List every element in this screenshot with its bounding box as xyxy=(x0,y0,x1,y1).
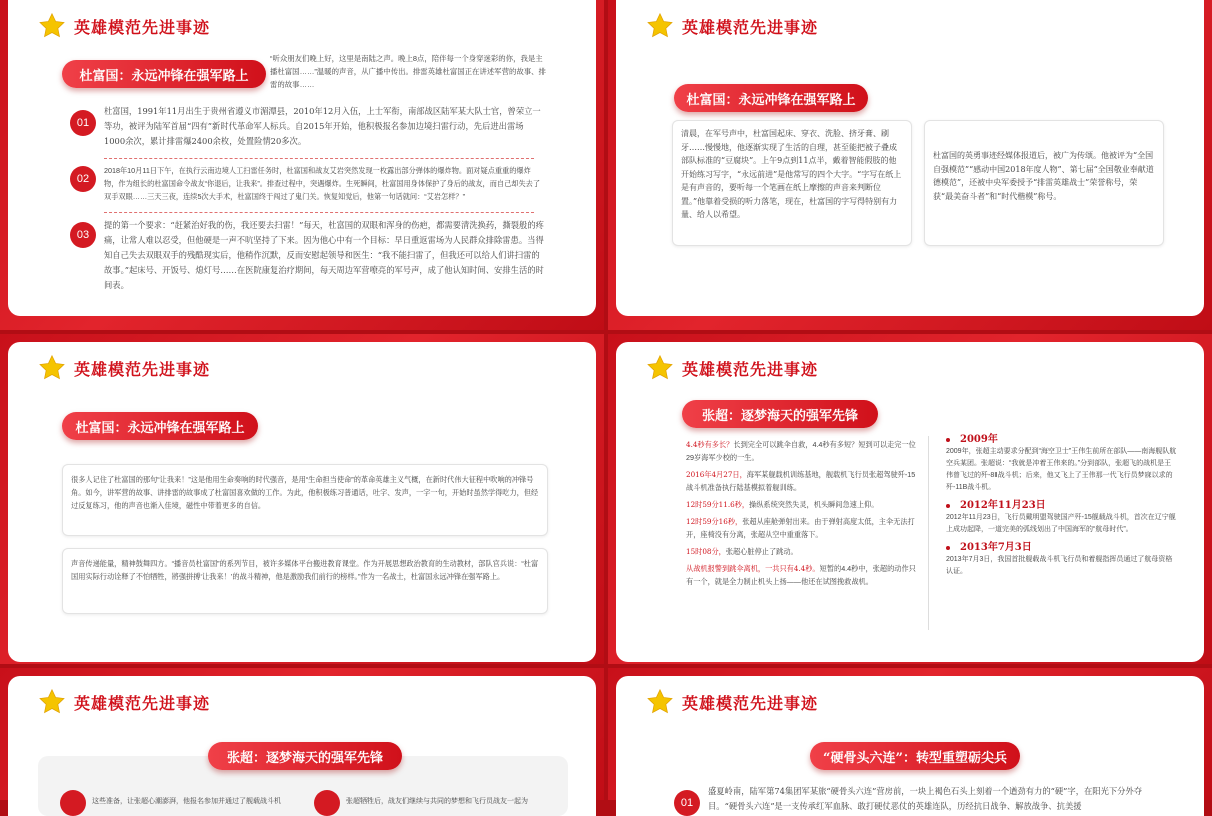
header-title: 英雄模范先进事迹 xyxy=(74,693,211,713)
timeline-entry xyxy=(946,542,1178,578)
item-text: 张超牺牲后，战友们继续与共同的梦想和飞行员战友一起为 xyxy=(346,798,528,805)
header-title: 英雄模范先进事迹 xyxy=(74,17,211,37)
story-highlight: 4.4秒有多长？ xyxy=(686,440,734,449)
slide-header xyxy=(38,12,210,40)
item-bullet xyxy=(314,790,340,816)
header-title: 英雄模范先进事迹 xyxy=(74,359,211,379)
story-entry xyxy=(686,468,918,494)
item-number: 01 xyxy=(70,110,96,136)
text-box xyxy=(62,548,548,614)
header-title: 英雄模范先进事迹 xyxy=(682,693,819,713)
slide-4[interactable] xyxy=(608,334,1212,664)
slide-card xyxy=(616,342,1204,662)
header-title: 英雄模范先进事迹 xyxy=(682,359,819,379)
star-icon xyxy=(38,12,66,40)
story-list xyxy=(686,438,918,588)
item-text: 杜富国，1991年11月出生于贵州省遵义市湄潭县，2010年12月入伍，上士军衔，南部战区陆军某大队士官，曾荣立一等功，被评为陆军首届“四有”新时代革命军人标兵。自2015年开始，他积极报名参加边境扫雷行动，先后进出雷场1000余次，累计排雷爆2400余枚，处置险情20多次。 xyxy=(104,106,541,146)
item-text: 提的第一个要求：“赶紧治好我的伤，我还要去扫雷！”每天，杜富国的双眼和浑身的伤疤，都需要清洗换药，撕裂般的疼痛，让常人难以忍受，但他硬是一声不吭坚持了下来。因为他心中有一个目标：早日重返雷场为人民群众排除雷患。当得知自己失去双眼双手的残酷现实后，他稍作沉默，反而安慰起领导和医生：“我不能扫雷了，但我还可以给人们讲扫雷的故事。”起床号、开饭号、熄灯号……在医院康复治疗期间，每天周边军营嘹亮的军号声，成了他认知时间、安排生活的时间表。 xyxy=(104,220,544,290)
box-text: 声音传递能量，精神鼓舞四方。“播音员杜富国”的系列节目，被许多媒体平台搬进教育课堂。作为开展思想政治教育的生动教材，部队官兵说：“杜富国用实际行动诠释了不怕牺牲，將强拼搏‘让我来！’的战斗精神，他是激励我们前行的榜样。”作为一名战士，杜富国永远冲锋在强军路上。 xyxy=(71,559,539,581)
story-entry xyxy=(686,562,918,588)
box-text: 杜富国的英勇事迹经媒体报道后，被广为传颂。他被评为“全国自强模范”“感动中国2018年度人物”、第七届“全国敬业奉献道德模范”，还被中央军委授予“排雷英雄战士”荣誉称号，荣获“最美奋斗者”和“时代楷模”称号。 xyxy=(933,151,1154,201)
slide-header xyxy=(38,688,210,716)
slide-header xyxy=(646,12,818,40)
box-text: 清晨，在军号声中，杜富国起床、穿衣、洗脸、挤牙膏、刷牙……慢慢地，他逐渐实现了生活的自理，甚至能把被子叠成部队标准的“豆腐块”。上午9点到11点半，戴着智能假肢的他开始练习写字，“永远前进”是他常写的四个大字。“字写在纸上是有声音的，要听每一个笔画在纸上摩擦的声音来判断位置。”他靠着受损的听力落笔，现在，杜富国的字写得特别有力量、给人以希望。 xyxy=(681,129,902,219)
story-text: 张超从座舱弹射出来。由于弹射高度太低，主伞无法打开，座椅没有分离，张超从空中重重落下。 xyxy=(686,517,915,539)
story-entry xyxy=(686,498,918,511)
slide-card xyxy=(8,676,596,816)
timeline-entry xyxy=(946,500,1178,536)
text-box xyxy=(672,120,912,246)
slide-header xyxy=(646,354,818,382)
slide-6[interactable] xyxy=(608,668,1212,811)
slide-3[interactable] xyxy=(0,334,604,664)
section-pill: 杜富国：永远冲锋在强军路上 xyxy=(62,412,258,440)
story-highlight: 15时08分， xyxy=(686,547,726,556)
timeline-dot xyxy=(946,546,950,550)
slide-5[interactable] xyxy=(0,668,604,805)
box-text: 很多人记住了杜富国的那句“让我来！”这是他用生命奏响的时代强音，是用“生命担当使命”的革命英雄主义气概，在新时代伟大征程中吹响的冲锋号角。如今，讲军营的故事、讲排雷的故事成了杜富国喜欢做的工作。为此，他积极练习普通话，吐字、发声，一字一句，开始时虽然学得吃力，但经过反复练习，他的声音也渐入佳境，磁性中带着更多的自信。 xyxy=(71,475,539,510)
text-box xyxy=(62,464,548,536)
story-highlight: 2016年4月27日， xyxy=(686,470,747,479)
item-text: 这些准备，让张超心潮澎湃，他报名参加并通过了舰载战斗机 xyxy=(92,798,281,805)
section-pill: 杜富国：永远冲锋在强军路上 xyxy=(674,84,868,112)
slide-card xyxy=(8,342,596,662)
timeline-text: 2012年11月23日，飞行员戴明盟驾驶国产歼-15舰载战斗机，首次在辽宁舰上成功起降，一道完美的弧线划出了中国海军的“航母时代”。 xyxy=(946,514,1176,533)
divider xyxy=(104,212,534,213)
story-highlight: 12时59分11.6秒， xyxy=(686,500,750,509)
intro-text: “听众朋友们晚上好，这里是南陆之声。晚上8点，陪伴每一个身穿迷彩的你，我是主播杜富国……”温暖的声音，从广播中传出。排雷英雄杜富国正在讲述军营的故事、排雷的故事…… xyxy=(270,54,546,89)
star-icon xyxy=(646,12,674,40)
story-text: 海军某舰载机训练基地，舰载机飞行员张超驾驶歼-15战斗机准备执行陆基模拟着舰训练。 xyxy=(686,470,916,492)
slide-card xyxy=(616,0,1204,316)
header-title: 英雄模范先进事迹 xyxy=(682,17,819,37)
slide-header xyxy=(38,354,210,382)
item-text: 盛夏岭南，陆军第74集团军某旅“硬骨头六连”营房前，一块上褐色石头上刻着一个遒劲有力的“硬”字，在阳光下分外夺目。“硬骨头六连”是一支传承红军血脉、敢打硬仗恶仗的英雄连队，历经抗日战争、解放战争、抗美援 xyxy=(708,786,1143,811)
item-bullet xyxy=(60,790,86,816)
slide-1[interactable] xyxy=(0,0,604,330)
story-highlight: 从战机报警到跳伞离机，一共只有4.4秒。 xyxy=(686,564,820,573)
timeline-dot xyxy=(946,504,950,508)
divider xyxy=(104,158,534,159)
section-pill: “硬骨头六连”：转型重塑砺尖兵 xyxy=(810,742,1020,770)
text-box xyxy=(924,120,1164,246)
timeline-year: 2013年7月3日 xyxy=(960,542,1032,553)
star-icon xyxy=(38,688,66,716)
timeline xyxy=(946,434,1178,578)
timeline-entry xyxy=(946,434,1178,494)
star-icon xyxy=(38,354,66,382)
timeline-year: 2009年 xyxy=(960,434,998,445)
section-pill: 杜富国：永远冲锋在强军路上 xyxy=(62,60,266,88)
story-text: 张超心脏停止了跳动。 xyxy=(725,547,798,556)
timeline-year: 2012年11月23日 xyxy=(960,500,1046,511)
item-number: 01 xyxy=(674,790,700,816)
story-text: 短暂的4.4秒中，张超的动作只有一个，就是全力制止机头上扬——他还在试图挽救战机。 xyxy=(686,564,916,586)
item-number: 02 xyxy=(70,166,96,192)
story-highlight: 12时59分16秒， xyxy=(686,517,743,526)
star-icon xyxy=(646,688,674,716)
slide-card xyxy=(8,0,596,316)
section-pill: 张超：逐梦海天的强军先锋 xyxy=(682,400,878,428)
section-pill: 张超：逐梦海天的强军先锋 xyxy=(208,742,402,770)
timeline-text: 2013年7月3日，我国首批舰载战斗机飞行员和着舰指挥员通过了航母资格认证。 xyxy=(946,556,1173,575)
star-icon xyxy=(646,354,674,382)
story-text: 操纵系统突然失灵，机头瞬间急速上仰。 xyxy=(749,500,879,509)
slide-card xyxy=(616,676,1204,816)
slide-2[interactable] xyxy=(608,0,1212,330)
timeline-text: 2009年，张超主动要求分配到“海空卫士”王伟生前所在部队——南海舰队航空兵某团。张超说：“我就是冲着王伟来的。”分到部队，张超飞的战机是王伟曾飞过的歼-8Ⅱ战斗机；后来，他又飞上了王伟那一代飞行员梦寐以求的歼-11B战斗机。 xyxy=(946,448,1177,491)
item-text: 2018年10月11日下午，在执行云南边境人工扫雷任务时，杜富国和战友艾岩突然发现一枚露出部分弹体的爆炸物。面对疑点重重的爆炸物，作为组长的杜富国命令战友“你退后，让我来”。排查过程中，突遇爆炸。生死瞬间，杜富国用身体保护了身后的战友，而自己却失去了双手双眼……三天三夜，连续5次大手术，杜富国终于闯过了鬼门关。恢复知觉后，他第一句话就问：“艾岩怎样？” xyxy=(104,166,541,201)
story-entry xyxy=(686,515,918,541)
timeline-dot xyxy=(946,438,950,442)
column-divider xyxy=(928,436,929,630)
item-number: 03 xyxy=(70,222,96,248)
story-text: 长到完全可以跳伞自救，4.4秒有多短？短到可以走完一位29岁海军少校的一生。 xyxy=(686,440,916,462)
story-entry xyxy=(686,545,918,558)
story-entry xyxy=(686,438,918,464)
slide-header xyxy=(646,688,818,716)
